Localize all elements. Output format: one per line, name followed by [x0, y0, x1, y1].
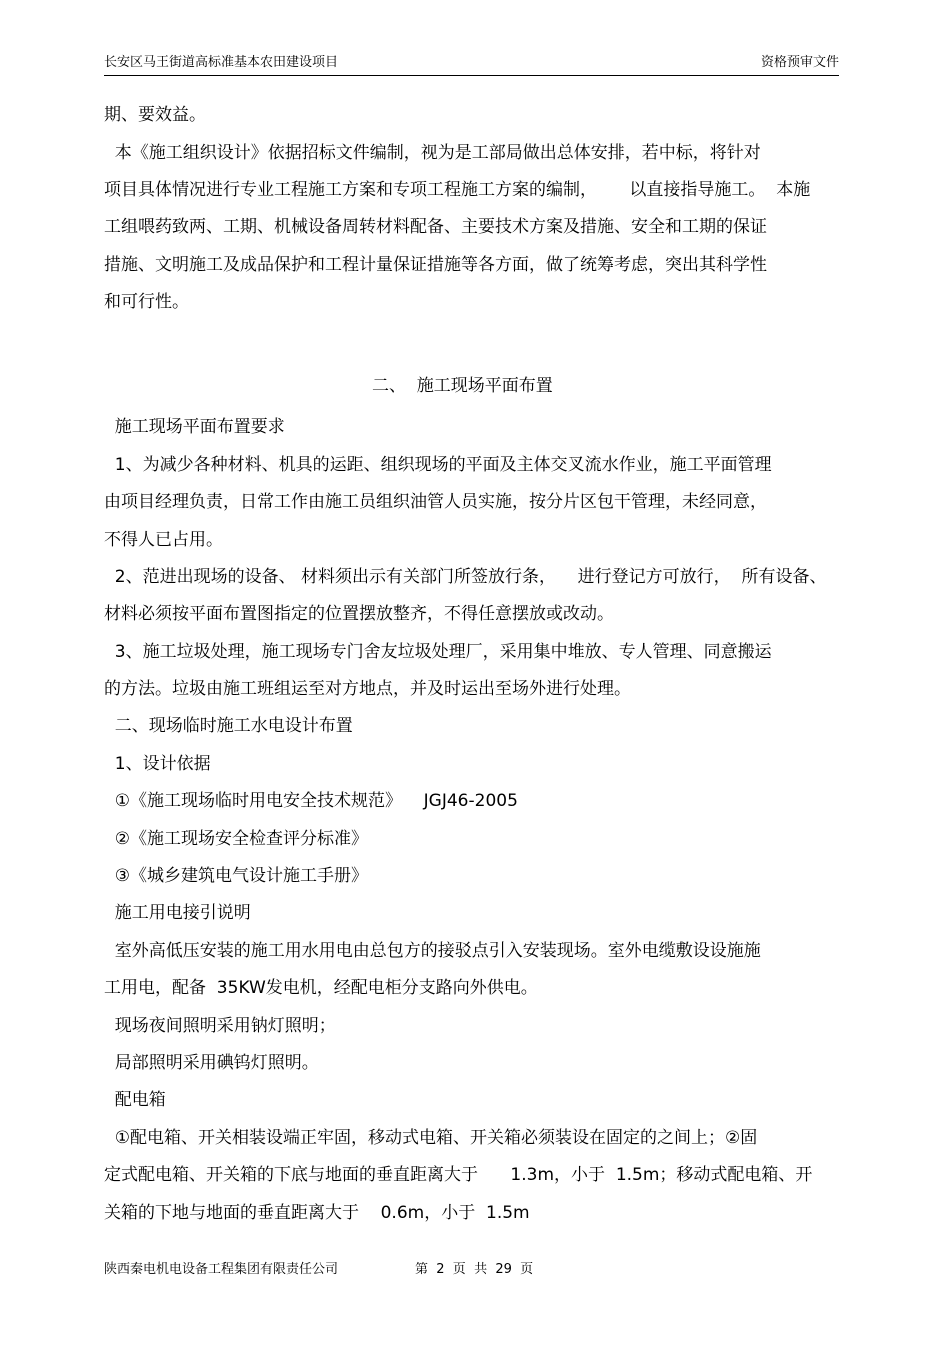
body-line: 局部照明采用碘钨灯照明。 — [104, 1053, 319, 1073]
subsection-heading: 二、现场临时施工水电设计布置 — [104, 716, 353, 736]
section-heading: 二、 施工现场平面布置 — [372, 376, 553, 396]
footer-company: 陕西秦电机电设备工程集团有限责任公司 — [104, 1262, 339, 1277]
subsection-heading: 配电箱 — [104, 1090, 166, 1110]
body-line: 不得人已占用。 — [104, 530, 223, 550]
header-rule — [104, 75, 839, 76]
footer-page-number: 第 2 页 共 29 页 — [415, 1262, 534, 1277]
body-line: ①配电箱、开关相装设端正牢固，移动式电箱、开关箱必须装设在固定的之间上；②固 — [104, 1128, 758, 1148]
subsection-heading: 施工现场平面布置要求 — [104, 417, 285, 437]
subsection-heading: 施工用电接引说明 — [104, 903, 251, 923]
body-line: 材料必须按平面布置图指定的位置摆放整齐，不得任意摆放或改动。 — [104, 604, 614, 624]
body-line: 由项目经理负责，日常工作由施工员组织油管人员实施，按分片区包干管理，未经同意， — [104, 492, 767, 512]
body-line: 3、施工垃圾处理，施工现场专门舍友垃圾处理厂，采用集中堆放、专人管理、同意搬运 — [104, 642, 772, 662]
body-line: 2、范进出现场的设备、 材料须出示有关部门所签放行条， 进行登记方可放行， 所有设备、 — [104, 567, 827, 587]
body-line: 室外高低压安装的施工用水用电由总包方的接驳点引入安装现场。室外电缆敷设设施施 — [104, 941, 761, 961]
body-line: 和可行性。 — [104, 292, 189, 312]
body-line: 工用电，配备 35KW发电机，经配电柜分支路向外供电。 — [104, 978, 538, 998]
body-line: 现场夜间照明采用钠灯照明； — [104, 1016, 336, 1036]
reference-item: ③《城乡建筑电气设计施工手册》 — [104, 866, 369, 886]
body-line: 期、要效益。 — [104, 105, 206, 125]
body-line: 的方法。垃圾由施工班组运至对方地点，并及时运出至场外进行处理。 — [104, 679, 631, 699]
header-document-type: 资格预审文件 — [760, 55, 839, 70]
body-line: 1、设计依据 — [104, 754, 211, 774]
body-line: 本《施工组织设计》依据招标文件编制，视为是工部局做出总体安排，若中标，将针对 — [104, 143, 761, 163]
body-line: 定式配电箱、开关箱的下底与地面的垂直距离大于 1.3m，小于 1.5m；移动式配电箱、开 — [104, 1165, 813, 1185]
header-project-title: 长安区马王街道高标准基本农田建设项目 — [104, 55, 339, 70]
reference-item: ①《施工现场临时用电安全技术规范》 JGJ46-2005 — [104, 791, 518, 811]
body-line: 措施、文明施工及成品保护和工程计量保证措施等各方面，做了统筹考虑，突出其科学性 — [104, 255, 767, 275]
body-line: 项目具体情况进行专业工程施工方案和专项工程施工方案的编制， 以直接指导施工。 本施 — [104, 180, 811, 200]
body-line: 1、为减少各种材料、机具的运距、组织现场的平面及主体交叉流水作业，施工平面管理 — [104, 455, 772, 475]
body-line: 关箱的下地与地面的垂直距离大于 0.6m，小于 1.5m — [104, 1203, 530, 1223]
body-line: 工组喂药致两、工期、机械设备周转材料配备、主要技术方案及措施、安全和工期的保证 — [104, 217, 767, 237]
reference-item: ②《施工现场安全检查评分标准》 — [104, 829, 369, 849]
